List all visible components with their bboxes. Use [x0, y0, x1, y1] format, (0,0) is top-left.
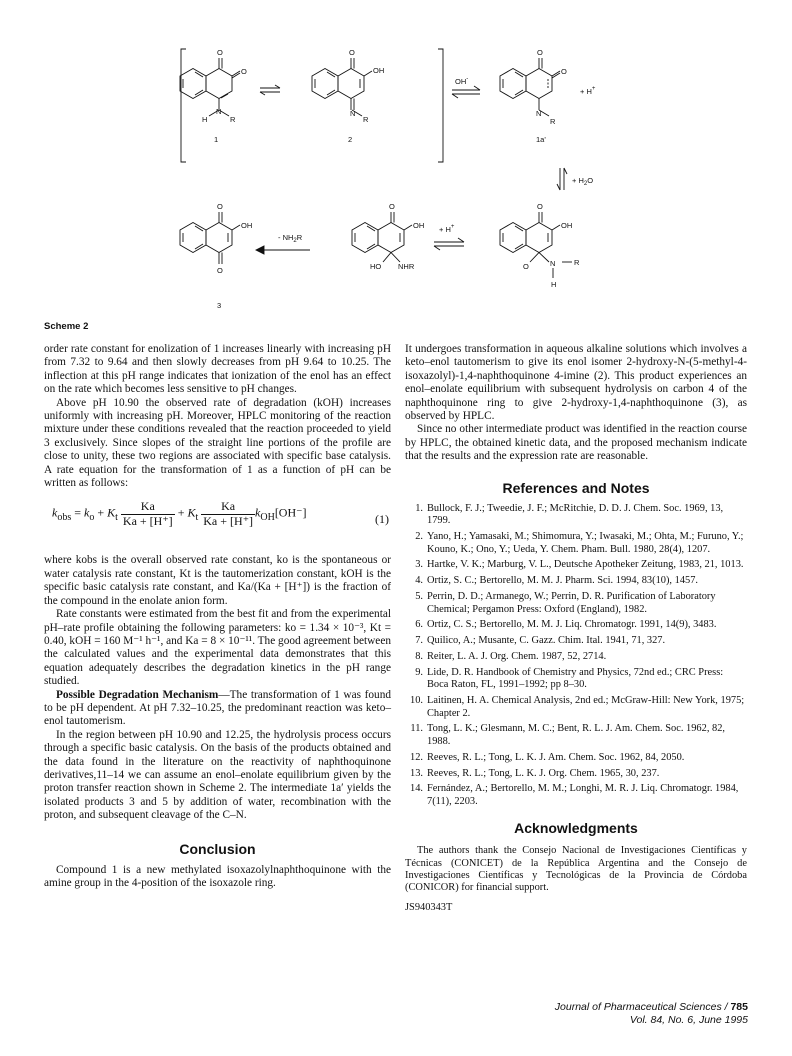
reference-number: 4.: [415, 575, 423, 587]
compound-number-2: 2: [348, 135, 353, 144]
atom-label: O: [561, 67, 567, 76]
atom-label: OH: [413, 221, 425, 230]
body-paragraph: Since no other intermediate product was identified in the reaction course by HPLC, the obtained kinetic data, and the proposed mechanism indicate that the results and the expression rate are reasonable.: [405, 423, 747, 463]
reagent-label: + H+: [580, 86, 596, 96]
atom-label: R: [363, 115, 369, 124]
reference-item: [405, 635, 747, 647]
atom-label: O: [217, 48, 223, 57]
reference-item: [405, 619, 747, 631]
right-column: [405, 343, 747, 914]
journal-name: Journal of Pharmaceutical Sciences /: [554, 1001, 731, 1013]
reference-number: 5.: [415, 591, 423, 603]
atom-label: N: [536, 109, 542, 118]
reference-text: Lide, D. R. Handbook of Chemistry and Physics, 72nd ed.; CRC Press: Boca Raton, FL, 1991–1992; pp 8–30.: [427, 667, 724, 691]
atom-label: O: [349, 48, 355, 57]
reference-number: 8.: [415, 651, 423, 663]
body-paragraph: order rate constant for enolization of 1 increases linearly with increasing pH from 7.32 to 9.64 and then slowly decreases from pH 9.64 to 10.25. The inflection at this pH range indicates that ionization of the enol has an effect on the rate which becomes less sensitive to pH changes.: [44, 343, 391, 396]
compound-number-3: 3: [217, 301, 222, 310]
reagent-label: + $H_2O$: [572, 176, 594, 187]
atom-label: OH: [373, 66, 385, 75]
reference-text: Laitinen, H. A. Chemical Analysis, 2nd ed.; McGraw-Hill: New York, 1975; Chapter 2.: [427, 695, 745, 719]
body-paragraph: In the region between pH 10.90 and 12.25, the hydrolysis process occurs through a specific basic catalysis. On the basis of the products obtained and the data found in the literature on the reactivity of naphthoquinone derivatives,11–14 we can assume an enol–enolate equilibrium given by the proton transfer reaction shown in Scheme 2. The intermediate 1a′ yields the isolated products 3 and 5 by addition of water, recombination with the proton, and subsequent cleavage of the C–N.: [44, 728, 391, 822]
reference-item: [405, 667, 747, 692]
page-number: 785: [730, 1001, 748, 1013]
section-heading-references: References and Notes: [502, 479, 650, 496]
reference-text: Reiter, L. A. J. Org. Chem. 1987, 52, 2714.: [427, 651, 607, 663]
atom-label: NHR: [398, 262, 415, 271]
reference-text: Ortiz, S. C.; Bertorello, M. M. J. Pharm. Sci. 1994, 83(10), 1457.: [427, 575, 699, 587]
reference-text: Reeves, R. L.; Tong, L. K. J. Am. Chem. Soc. 1962, 84, 2050.: [427, 751, 685, 763]
run-in-heading: Possible Degradation Mechanism: [56, 688, 219, 701]
reference-number: 3.: [415, 559, 423, 571]
atom-label: R: [230, 115, 236, 124]
journal-issue: Vol. 84, No. 6, June 1995: [629, 1014, 748, 1026]
reference-item: [405, 783, 747, 808]
body-paragraph: It undergoes transformation in aqueous alkaline solutions which involves a keto–enol tautomerism to give its enol isomer 2-hydroxy-N-(5-methyl-4-isoxazolyl)-1,4-naphthoquinone 4-imine (2). This product experiences an enol–enolate equilibrium with subsequent hydrolysis on carbon 4 of the naphthoquinone ring to give 2-hydroxy-1,4-naphthoquinone (3), as observed by HPLC.: [405, 343, 747, 423]
reference-text: Yano, H.; Yamasaki, M.; Shimomura, Y.; Iwasaki, M.; Ohta, M.; Furuno, Y.; Kouno, K.; Ono, Y.; Ueda, Y. Chem. Pham. Bull. 1980, 28(4), 1207.: [427, 531, 744, 555]
reference-text: Perrin, D. D.; Armanego, W.; Perrin, D. R. Purification of Laboratory Chemical; Pergamon Press: Oxford (England), 1982.: [427, 591, 716, 615]
reference-text: Quilico, A.; Musante, C. Gazz. Chim. Ital. 1941, 71, 327.: [427, 635, 666, 647]
reference-item: [405, 695, 747, 720]
atom-label: O: [241, 67, 247, 76]
atom-label: OH: [561, 221, 573, 230]
atom-label: N: [550, 259, 556, 268]
atom-label: N: [216, 107, 222, 116]
reference-number: 10.: [410, 695, 423, 707]
reference-item: [405, 503, 747, 528]
reference-number: 11.: [410, 723, 423, 735]
reference-number: 9.: [415, 667, 423, 679]
body-paragraph: Rate constants were estimated from the best fit and from the experimental pH–rate profile obtaining the following parameters: ko = 1.34 × 10⁻³, Kt = 0.40, kOH = 160 M⁻¹ h⁻¹, and Ka = 8 × 10⁻¹¹. The good agreement between the calculated values and the experimental data demonstrates that this equation adequately describes the degradation kinetics in the pH range studied.: [44, 608, 391, 688]
compound-number-1a-prime: 1a': [536, 135, 546, 144]
reference-list: [405, 503, 747, 808]
reference-text: Hartke, V. K.; Marburg, V. L., Deutsche Apotheker Zeitung, 1983, 21, 1013.: [427, 559, 744, 571]
body-paragraph: where kobs is the overall observed rate constant, ko is the spontaneous or water catalysis rate constant, Kt is the tautomerization constant, kOH is the specific basic catalysis rate constant, and Ka/(Ka + [H⁺]) is the fraction of the compound in the enolate anion form.: [44, 554, 391, 607]
reference-item: [405, 723, 747, 748]
body-paragraph: Compound 1 is a new methylated isoxazolylnaphthoquinone with the amine group in the 4-position of the isoxazole ring.: [44, 864, 391, 890]
reagent-label: OH-: [455, 76, 469, 86]
reference-item: [405, 651, 747, 663]
fraction: $\frac{Ka}{Ka + [H^+]}$: [122, 499, 173, 528]
manuscript-id: JS940343T: [405, 902, 453, 914]
reference-item: [405, 575, 747, 587]
section-heading-acknowledgments: Acknowledgments: [514, 820, 638, 837]
atom-label: R: [550, 117, 556, 126]
atom-label: O: [537, 202, 543, 211]
reference-item: [405, 768, 747, 780]
atom-label: O: [523, 262, 529, 271]
fraction: $\frac{Ka}{Ka + [H^+]}$: [203, 499, 254, 528]
reference-text: Fernández, A.; Bertorello, M. M.; Longhi, M. R. J. Liq. Chromatogr. 1984, 7(11), 2203.: [427, 783, 739, 807]
reference-number: 6.: [415, 619, 423, 631]
reference-text: Reeves, R. L.; Tong, L. K. J. Org. Chem. 1965, 30, 237.: [427, 767, 660, 779]
reference-number: 13.: [410, 767, 423, 779]
reference-number: 2.: [415, 531, 423, 543]
page-footer: [555, 1001, 748, 1027]
reference-number: 7.: [415, 635, 423, 647]
atom-label: R: [574, 258, 580, 267]
atom-label: H: [202, 115, 208, 124]
atom-label: O: [537, 48, 543, 57]
reference-text: Ortiz, C. S.; Bertorello, M. M. J. Liq. Chromatogr. 1991, 14(9), 3483.: [427, 619, 717, 631]
body-paragraph: Above pH 10.90 the observed rate of degradation (kOH) increases uniformly with increasing pH. Moreover, HPLC monitoring of the reaction mixture under these conditions revealed that the reaction proceeded to yield 3 exclusively. Since slopes of the straight line portions of the profile are close to unity, these two regions are associated with specific base catalysis. A rate equation for the transformation of 1 as a function of pH can be written as follows:: [44, 396, 391, 490]
atom-label: O: [217, 266, 223, 275]
reference-number: 14.: [410, 783, 423, 795]
atom-label: N: [350, 109, 356, 118]
acknowledgment-text: The authors thank the Consejo Nacional de Investigaciones Científicas y Técnicas (CONICET) de la República Argentina and the Consejo de Investigaciones Científicas y Tecnológicas de la Provincia de Córdoba (CONICOR) for financial support.: [405, 845, 747, 894]
atom-label: H: [551, 280, 557, 289]
reference-number: 1.: [415, 503, 423, 515]
atom-label: O: [389, 202, 395, 211]
reagent-label: - $NH_2R$: [278, 233, 303, 244]
compound-number-1: 1: [214, 135, 219, 144]
scheme-caption: Scheme 2: [44, 321, 89, 332]
atom-label: O: [217, 202, 223, 211]
body-paragraph: Possible Degradation Mechanism—The transformation of 1 was found to be pH dependent. At pH 7.32–10.25, the predominant reaction was keto–enol tautomerism.: [44, 688, 391, 728]
atom-label: OH: [241, 221, 253, 230]
reference-item: [405, 559, 747, 571]
reagent-label: + H+: [439, 224, 455, 234]
reference-item: [405, 591, 747, 616]
reference-text: Tong, L. K.; Glesmann, M. C.; Bent, R. L. J. Am. Chem. Soc. 1962, 82, 1988.: [427, 723, 725, 747]
rate-equation-1: $k_{obs} = k_o + K_t$ $\frac{Ka}{Ka + [H^+]}$ + $K_t$ $\frac{Ka}{Ka + [H^+]}$ $k_{OH}[OH^-]$ (1): [52, 499, 389, 528]
reaction-scheme-drawing: [40, 40, 760, 320]
section-heading-conclusion: Conclusion: [179, 840, 256, 857]
reference-item: [405, 752, 747, 764]
reference-text: Bullock, F. J.; Tweedie, J. F.; McRitchie, D. D. J. Chem. Soc. 1969, 13, 1799.: [427, 503, 724, 527]
reference-number: 12.: [410, 751, 423, 763]
left-column: [44, 343, 391, 891]
scheme-2-figure: [40, 40, 760, 320]
reference-item: [405, 531, 747, 556]
equation-number: (1): [375, 512, 389, 527]
atom-label: HO: [370, 262, 382, 271]
